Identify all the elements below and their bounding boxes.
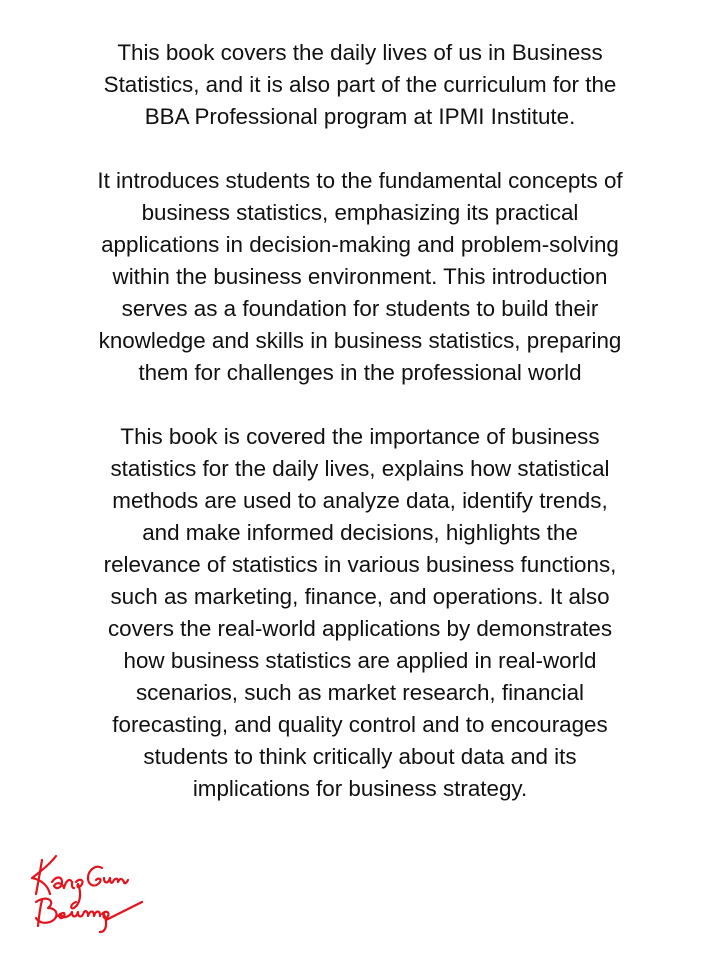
paragraph-line: This book covers the daily lives of us in Business	[117, 40, 603, 65]
paragraph-line: students to think critically about data and its	[143, 744, 577, 769]
paragraph-line: them for challenges in the professional world	[138, 360, 582, 385]
paragraph-line: how business statistics are applied in real-world	[123, 648, 597, 673]
paragraph-intro	[40, 37, 680, 133]
body-text	[40, 37, 680, 837]
paragraph-concepts	[40, 165, 680, 389]
paragraph-line: and make informed decisions, highlights the	[142, 520, 578, 545]
paragraph-line: forecasting, and quality control and to encourages	[112, 712, 608, 737]
paragraph-line: implications for business strategy.	[192, 776, 528, 801]
paragraph-line: statistics for the daily lives, explains how statistical	[110, 456, 610, 481]
paragraph-importance	[40, 421, 680, 805]
paragraph-line: BBA Professional program at IPMI Institute.	[144, 104, 576, 129]
paragraph-line: covers the real-world applications by demonstrates	[107, 616, 613, 641]
paragraph-line: methods are used to analyze data, identify trends,	[112, 488, 608, 513]
paragraph-line: business statistics, emphasizing its practical	[141, 200, 579, 225]
paragraph-line: such as marketing, finance, and operations. It also	[110, 584, 610, 609]
paragraph-line: serves as a foundation for students to build their	[121, 296, 599, 321]
paragraph-line: It introduces students to the fundamental concepts of	[97, 168, 623, 193]
paragraph-line: scenarios, such as market research, financial	[135, 680, 584, 705]
paragraph-line: knowledge and skills in business statistics, preparing	[98, 328, 622, 353]
paragraph-line: within the business environment. This introduction	[112, 264, 608, 289]
paragraph-line: Statistics, and it is also part of the curriculum for the	[103, 72, 617, 97]
paragraph-line: applications in decision-making and problem-solving	[101, 232, 619, 257]
paragraph-line: relevance of statistics in various business functions,	[103, 552, 617, 577]
paragraph-line: This book is covered the importance of business	[120, 424, 600, 449]
signature-logo	[26, 848, 156, 934]
